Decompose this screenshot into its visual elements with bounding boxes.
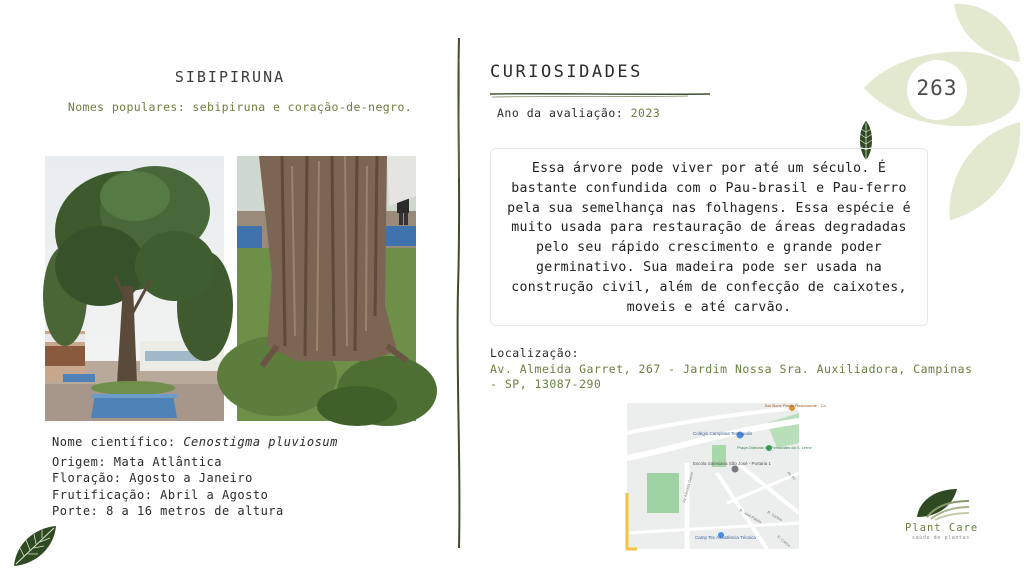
origin-line: Origem: Mata Atlântica (52, 455, 222, 469)
page-number: 263 (916, 76, 958, 100)
trunk-photo (237, 156, 416, 421)
flowering-line: Floração: Agosto a Janeiro (52, 471, 253, 485)
location-label: Localização: (490, 346, 580, 360)
map-street-5: Av. Av. (786, 470, 797, 482)
map-label-colegio: Colégio Campinas Tecnopolis (693, 431, 753, 436)
curiosities-title: CURIOSIDADES (490, 62, 643, 82)
logo-tagline: saúde de plantas (912, 535, 970, 541)
size-line: Porte: 8 a 16 metros de altura (52, 504, 284, 518)
map-street-4: R. Carlos (776, 534, 792, 548)
evaluation-year (497, 106, 660, 120)
year-value: 2023 (630, 106, 661, 120)
curiosity-text-box: Essa árvore pode viver por até um século. É bastante confundida com o Pau-brasil e Pau-ferro pela sua semelhança nas folhagens. Essa espécie é muito usada para restauração de áreas degradadas pelo seu rápido crescimento e grande poder germinativo. Sua madeira pode ser usada na construção civil, além de confecção de caixotes, moveis e até carvão. (490, 148, 928, 326)
scientific-name-label: Nome científico: (52, 435, 184, 449)
leaf-decoration-bottom-icon (10, 522, 60, 570)
map-label-praca: Praça Odenato Gil Fernandes da S. Leme (737, 445, 812, 450)
species-title: SIBIPIRUNA (174, 68, 286, 86)
popular-names: Nomes populares: sebipiruna e coração-de-negro. (67, 100, 413, 114)
fruiting-line: Frutificação: Abril a Agosto (52, 488, 269, 502)
map-street-2: R. José Fidelis (738, 508, 763, 525)
scientific-name-line (52, 435, 338, 449)
leaf-decoration-top-icon (860, 0, 1024, 225)
scientific-name: Cenostigma pluviosum (183, 435, 338, 449)
map-label-restaurant: Bar Bone Planta Restaurante - Ca (765, 403, 826, 408)
title-underline (488, 84, 712, 92)
map-label-escola: Escola Salesiana São José - Portaria 1 (693, 461, 772, 466)
map-label-camp: Camp Tec Assistência Técnica (695, 535, 756, 540)
year-label: Ano da avaliação: (497, 106, 631, 120)
location-address: Av. Almeida Garret, 267 - Jardim Nossa Sra. Auxiliadora, Campinas - SP, 13087-290 (490, 362, 973, 391)
map-street-3: R. Santos (766, 510, 783, 523)
logo-name: Plant Care (905, 522, 979, 534)
map-street-1: Av. Almeida Garret (682, 471, 695, 504)
column-divider (452, 38, 466, 548)
tree-photo (45, 156, 224, 421)
location-map[interactable] (627, 403, 826, 549)
plant-care-logo-icon (913, 487, 971, 521)
